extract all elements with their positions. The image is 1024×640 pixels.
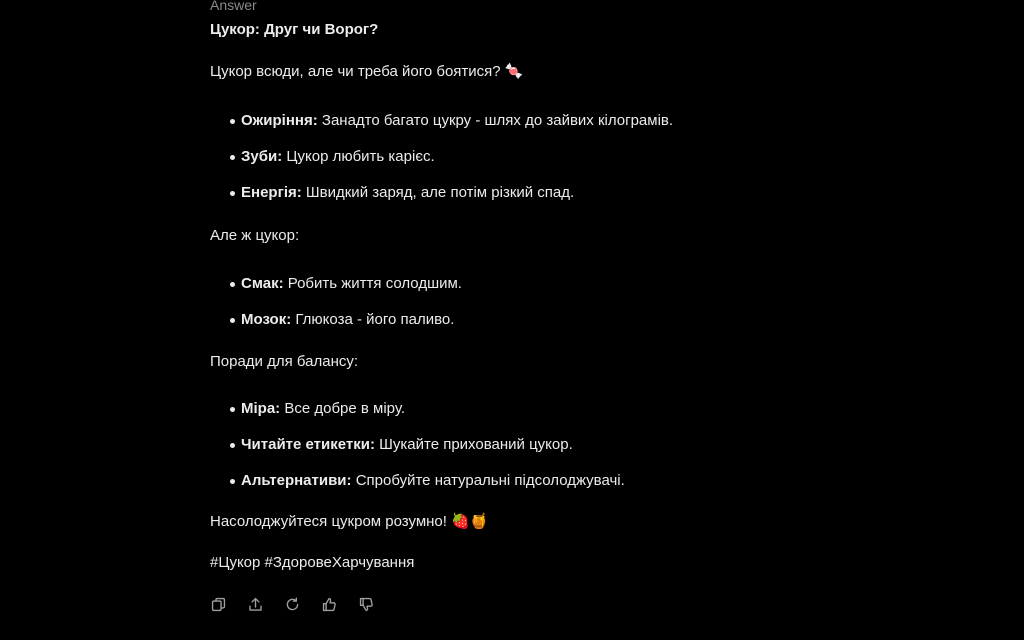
answer-title: Цукор: Друг чи Ворог? bbox=[210, 21, 379, 38]
list-item-text: Спробуйте натуральні підсолоджувачі. bbox=[351, 472, 625, 489]
list-item-text: Глюкоза - його паливо. bbox=[291, 311, 455, 328]
section3-list bbox=[210, 399, 810, 491]
closing-paragraph bbox=[210, 512, 810, 532]
section2-heading: Але ж цукор: bbox=[210, 227, 300, 244]
list-item-text: Швидкий заряд, але потім різкий спад. bbox=[301, 184, 575, 201]
list-item bbox=[210, 399, 810, 419]
list-item bbox=[210, 147, 810, 167]
regenerate-button[interactable] bbox=[282, 594, 302, 614]
hashtags: #Цукор #ЗдоровеХарчування bbox=[210, 554, 415, 571]
refresh-icon bbox=[284, 596, 301, 613]
list-item-text: Шукайте прихований цукор. bbox=[374, 436, 573, 453]
list-item-term: Альтернативи: bbox=[241, 472, 352, 489]
list-item bbox=[210, 435, 810, 455]
copy-button[interactable] bbox=[208, 594, 228, 614]
list-item-term: Смак: bbox=[241, 275, 284, 292]
section1-list bbox=[210, 111, 810, 203]
copy-icon bbox=[210, 596, 227, 613]
thumbs-down-button[interactable] bbox=[356, 594, 376, 614]
list-item-term: Ожиріння: bbox=[241, 112, 318, 129]
list-item bbox=[210, 274, 810, 294]
list-item-term: Читайте етикетки: bbox=[241, 436, 375, 453]
list-item-text: Занадто багато цукру - шлях до зайвих кілограмів. bbox=[317, 112, 674, 129]
strawberry-honey-emoji-icon: 🍓🍯 bbox=[451, 513, 489, 530]
list-item-text: Робить життя солодшим. bbox=[283, 275, 462, 292]
share-icon bbox=[247, 596, 264, 613]
list-item-text: Все добре в міру. bbox=[280, 400, 406, 417]
thumbs-up-icon bbox=[321, 596, 338, 613]
list-item bbox=[210, 111, 810, 131]
intro-paragraph bbox=[210, 62, 810, 82]
list-item-term: Енергія: bbox=[241, 184, 302, 201]
thumbs-down-icon bbox=[358, 596, 375, 613]
list-item bbox=[210, 183, 810, 203]
section2-list bbox=[210, 274, 810, 330]
answer-label: Answer bbox=[210, 0, 257, 13]
answer-actions bbox=[208, 594, 376, 614]
list-item-term: Мозок: bbox=[241, 311, 292, 328]
section3-heading: Поради для балансу: bbox=[210, 353, 359, 370]
share-button[interactable] bbox=[245, 594, 265, 614]
list-item-text: Цукор любить карієс. bbox=[282, 148, 435, 165]
candy-emoji-icon: 🍬 bbox=[504, 63, 524, 80]
list-item-term: Міра: bbox=[241, 400, 281, 417]
thumbs-up-button[interactable] bbox=[319, 594, 339, 614]
answer-content bbox=[210, 20, 810, 573]
intro-text: Цукор всюди, але чи треба його боятися? bbox=[210, 63, 501, 80]
list-item-term: Зуби: bbox=[241, 148, 283, 165]
list-item bbox=[210, 310, 810, 330]
list-item bbox=[210, 471, 810, 491]
closing-text: Насолоджуйтеся цукром розумно! bbox=[210, 513, 447, 530]
